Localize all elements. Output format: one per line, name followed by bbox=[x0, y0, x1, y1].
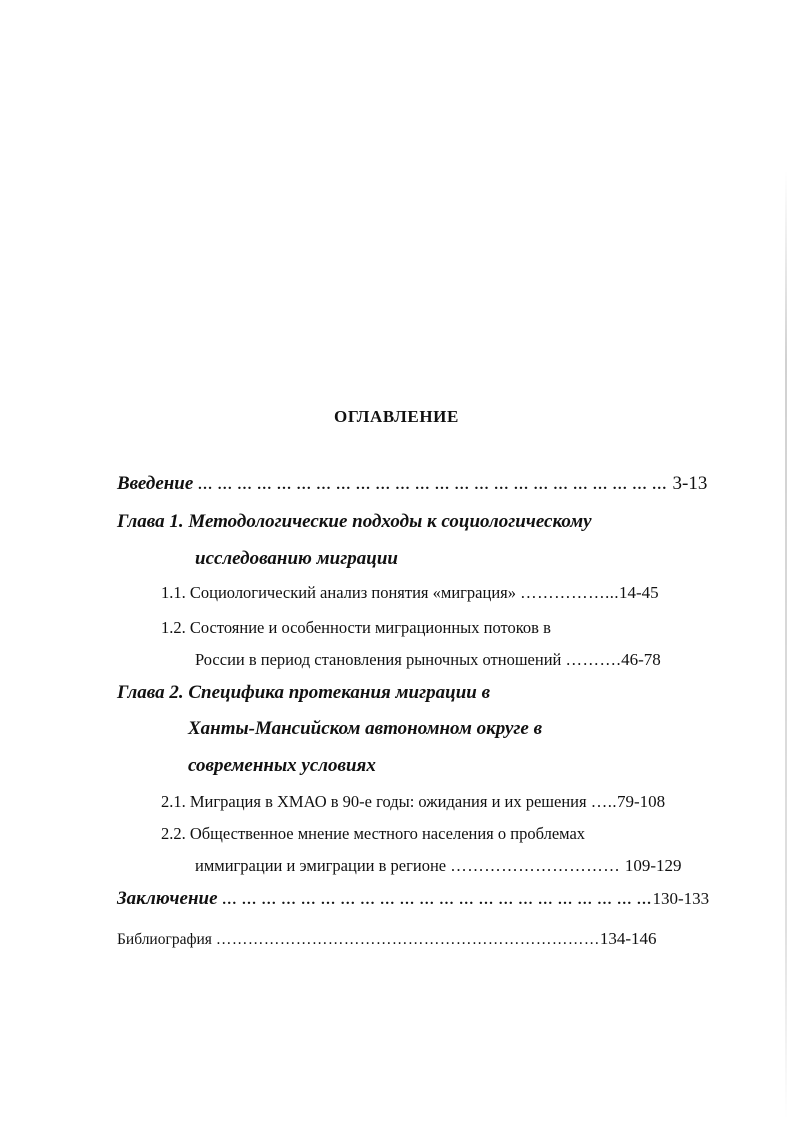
toc-page-range: 134-146 bbox=[599, 929, 657, 948]
toc-leader: … … … … … … … … … … … … … … … … … … … … … … bbox=[222, 892, 653, 908]
toc-chapter-1-line-2: исследованию миграции bbox=[195, 548, 398, 569]
toc-entry-label: Библиография bbox=[117, 931, 216, 948]
toc-entry-bibliography bbox=[117, 929, 656, 949]
toc-entry-label: Заключение bbox=[117, 888, 223, 909]
toc-leader: ………………………… bbox=[450, 856, 625, 875]
toc-page-range: 3-13 bbox=[667, 473, 708, 494]
toc-section-1-2-line-1: 1.2. Состояние и особенности миграционных потоков в bbox=[161, 618, 551, 637]
toc-section-2-1 bbox=[161, 792, 665, 812]
toc-page-range: 14-45 bbox=[619, 583, 659, 602]
scan-edge-shadow bbox=[785, 170, 787, 1120]
toc-entry-label: 2.1. Миграция в ХМАО в 90-е годы: ожидания и их решения bbox=[161, 792, 591, 811]
toc-section-2-2-line-1: 2.2. Общественное мнение местного населения о проблемах bbox=[161, 824, 586, 843]
toc-entry-label: России в период становления рыночных отношений bbox=[195, 650, 566, 669]
toc-leader: ……………………………………………………………… bbox=[215, 931, 600, 948]
toc-section-1-1 bbox=[161, 583, 659, 603]
toc-page-range: 109-129 bbox=[624, 856, 682, 875]
page-title: ОГЛАВЛЕНИЕ bbox=[334, 407, 459, 426]
toc-page-range: 79-108 bbox=[616, 792, 666, 811]
toc-page-range: 46-78 bbox=[621, 650, 661, 669]
toc-leader: ………. bbox=[565, 650, 622, 669]
toc-entry-label: иммиграции и эмиграции в регионе bbox=[195, 856, 451, 875]
toc-entry-introduction bbox=[117, 473, 707, 495]
toc-chapter-2-line-1: Глава 2. Специфика протекания миграции в bbox=[117, 682, 491, 703]
toc-entry-label: 1.1. Социологический анализ понятия «миграция» bbox=[161, 583, 521, 602]
toc-section-1-2-line-2 bbox=[195, 650, 661, 670]
toc-leader: ……………... bbox=[520, 583, 620, 602]
toc-chapter-2-line-2: Ханты-Мансийском автономном округе в bbox=[188, 718, 543, 739]
toc-chapter-2-line-3: современных условиях bbox=[188, 755, 376, 776]
toc-chapter-1-line-1: Глава 1. Методологические подходы к социологическому bbox=[117, 511, 592, 532]
toc-leader: … … … … … … … … … … … … … … … … … … … … … … … … bbox=[198, 477, 668, 493]
toc-section-2-2-line-2 bbox=[195, 856, 682, 876]
toc-leader: ….. bbox=[590, 792, 617, 811]
toc-entry-conclusion bbox=[117, 888, 709, 910]
toc-page-range: 130-133 bbox=[652, 889, 710, 908]
toc-entry-label: Введение bbox=[117, 473, 199, 494]
